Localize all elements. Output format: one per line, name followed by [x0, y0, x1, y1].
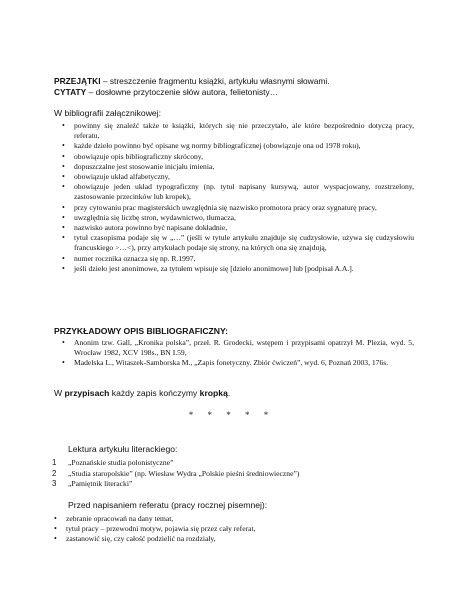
term-przejatki: PRZEJĄTKI: [54, 76, 101, 86]
footnote-rule: [54, 388, 230, 399]
list-number: 3: [52, 479, 57, 489]
footnote-rule-middle: każdy zapis kończymy: [109, 388, 200, 398]
definition-cytaty: [54, 87, 434, 98]
list-item: • zebranie opracowań na dany temat,: [54, 514, 414, 524]
before-writing-heading: Przed napisaniem referatu (pracy rocznej pisemnej):: [68, 500, 268, 510]
list-item: • przy cytowaniu prac magisterskich uwzględnia się nazwisko promotora pracy oraz sygnaturę pracy,: [62, 203, 414, 213]
list-item: • powinny się znaleźć także te książki, których się nie przeczytało, ale które bezpośrednio dotyczą pracy, referatu,: [62, 121, 414, 141]
list-text: „Poznańskie studia polonistyczne”: [68, 458, 174, 467]
definition-przejatki: [54, 76, 434, 87]
list-item: • nazwisko autora powinno być napisane dokładnie,: [62, 223, 414, 233]
list-item: [52, 458, 299, 469]
before-writing-list: [54, 514, 414, 545]
footnote-rule-term-przypisach: przypisach: [64, 388, 110, 398]
list-item: • obowiązuje jeden układ typograficzny (np. tytuł napisany kursywą, autor wyspacjowany, rozstrzelony, zastosowanie przecinków lub kropek),: [62, 182, 414, 202]
list-item: • Madelska L., Witaszek-Samborska M., „Zapis fonetyczny. Zbiór ćwiczeń”, wyd. 6, Poznań 2003, 176s.: [62, 358, 414, 368]
footnote-rule-suffix: .: [227, 388, 231, 398]
literary-heading: Lektura artykułu literackiego:: [68, 444, 178, 454]
definition-przejatki-text: – streszczenie fragmentu książki, artykułu własnymi słowami.: [100, 76, 330, 86]
section-separator: * * * * *: [188, 410, 275, 420]
list-item: • zastanowić się, czy całość podzielić na rozdziały,: [54, 534, 414, 544]
definitions-block: [54, 76, 434, 98]
definition-cytaty-text: – dosłowne przytoczenie słów autora, felietonisty…: [86, 87, 279, 97]
bibliography-heading: W bibliografii załącznikowej:: [54, 108, 161, 118]
list-text: „Studia staropolskie” (np. Wiesław Wydra „Polskie pieśni średniowieczne”): [68, 468, 300, 478]
literary-list: [52, 458, 299, 490]
list-item: • tytuł czasopisma podaje się w „…” (jeśli w tytule artykułu znajduje się cudzysłowie, używa się cudzysłowiu francuskiego >…<), przy artykułach podaje się strony, na których ona się znajdują,: [62, 233, 414, 253]
footnote-rule-term-kropka: kropką: [199, 388, 228, 398]
list-item: • obowiązuje opis bibliograficzny skrócony,: [62, 152, 414, 162]
list-item: • jeśli dzieło jest anonimowe, za tytułem wpisuje się [dzieło anonimowe] lub [podpisał A.A.].: [62, 264, 414, 274]
list-item: • uwzględnia się liczbę stron, wydawnictwo, tłumacza,: [62, 213, 414, 223]
list-text: „Pamiętnik literacki”: [68, 479, 133, 489]
example-list: [62, 338, 414, 369]
example-heading: PRZYKŁADOWY OPIS BIBLIOGRAFICZNY:: [54, 326, 228, 336]
bibliography-list: [62, 121, 414, 274]
list-item: • numer rocznika oznacza się np. R.1997,: [62, 254, 414, 264]
list-item: • obowiązuje układ alfabetyczny,: [62, 172, 414, 182]
list-item: • każde dzieło powinno być opisane wg normy bibliograficznej (obowiązuje ona od 1978 roku),: [62, 141, 414, 151]
term-cytaty: CYTATY: [54, 87, 87, 97]
list-item: [52, 469, 299, 480]
list-item: • Anonim tzw. Gall, „Kronika polska”, przeł. R. Grodecki, wstępem i przypisami opatrzył M. Plezia, wyd. 5, Wrocław 1982, XCV 198s., BN I.59,: [62, 338, 414, 358]
list-number: 1: [52, 458, 57, 467]
list-item: • tytuł pracy – przewodni motyw, pojawia się przez cały referat,: [54, 524, 414, 534]
list-item: • dopuszczalne jest stosowanie inicjału imienia,: [62, 162, 414, 172]
list-item: [52, 479, 299, 490]
list-number: 2: [52, 468, 57, 478]
footnote-rule-prefix: W: [54, 388, 65, 398]
